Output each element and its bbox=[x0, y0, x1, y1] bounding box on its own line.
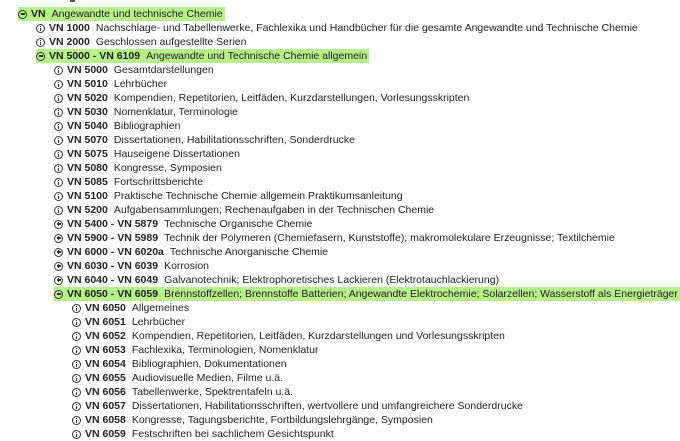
node-code[interactable]: VN 6052 bbox=[85, 330, 126, 342]
node-code[interactable]: VN 5075 bbox=[67, 148, 108, 160]
tree-node-expanded[interactable] bbox=[0, 287, 678, 301]
tree-node[interactable] bbox=[0, 63, 620, 77]
node-code[interactable]: VN 5040 bbox=[67, 120, 108, 132]
node-label[interactable]: Bibliographien, Dokumentationen bbox=[131, 358, 287, 370]
node-label[interactable]: Aufgabensammlungen; Rechenaufgaben in der Technischen Chemie bbox=[113, 204, 435, 216]
node-label[interactable]: Geschlossen aufgestellte Serien bbox=[95, 36, 247, 48]
tree-node[interactable] bbox=[0, 343, 620, 357]
collapse-icon[interactable] bbox=[36, 52, 45, 61]
info-icon[interactable] bbox=[72, 304, 81, 313]
classification-tree bbox=[0, 7, 678, 441]
expand-icon[interactable] bbox=[54, 234, 63, 243]
info-icon[interactable] bbox=[54, 178, 63, 187]
info-icon[interactable] bbox=[54, 94, 63, 103]
node-label[interactable]: Technische Anorganische Chemie bbox=[169, 246, 329, 258]
node-code[interactable]: VN 6053 bbox=[85, 344, 126, 356]
collapse-icon[interactable] bbox=[54, 290, 63, 299]
tree-node[interactable] bbox=[0, 315, 620, 329]
node-code[interactable]: VN 6030 - VN 6039 bbox=[67, 260, 159, 272]
tree-node[interactable] bbox=[0, 105, 620, 119]
node-label[interactable]: Technik der Polymeren (Chemiefasern, Kunststoffe); makromolekulare Erzeugnisse; Textilchemie bbox=[164, 232, 615, 244]
node-label[interactable]: Festschriften bei sachlichem Gesichtspunkt bbox=[131, 428, 334, 440]
expand-icon[interactable] bbox=[54, 248, 63, 257]
info-icon[interactable] bbox=[36, 38, 45, 47]
node-code[interactable]: VN 5020 bbox=[67, 92, 108, 104]
info-icon[interactable] bbox=[54, 122, 63, 131]
tree-node-collapsed[interactable] bbox=[0, 231, 620, 245]
node-label[interactable]: Galvanotechnik; Elektrophoretisches Lackieren (Elektrotauchlackierung) bbox=[164, 274, 500, 286]
node-label[interactable]: Fachlexika, Terminologien, Nomenklatur bbox=[131, 344, 319, 356]
expand-icon[interactable] bbox=[54, 220, 63, 229]
node-label[interactable]: Lehrbücher bbox=[131, 316, 185, 328]
tree-node[interactable] bbox=[0, 189, 620, 203]
node-label[interactable]: Bibliographien bbox=[113, 120, 181, 132]
node-label[interactable]: Brennstoffzellen; Brennstoffe Batterien; Angewandte Elektrochemie; Solarzellen; Wasserstoff als Energieträger bbox=[164, 288, 678, 300]
node-code[interactable]: VN 5085 bbox=[67, 176, 108, 188]
node-label[interactable]: Kompendien, Repetitorien, Leitfäden, Kurzdarstellungen, Vorlesungsskripten bbox=[113, 92, 470, 104]
node-code[interactable]: VN 6054 bbox=[85, 358, 126, 370]
info-icon[interactable] bbox=[54, 80, 63, 89]
node-label[interactable]: Dissertationen, Habilitationsschriften, Sonderdrucke bbox=[113, 134, 355, 146]
node-label[interactable]: Dissertationen, Habilitationsschriften, wertvollere und umfangreichere Sonderdrucke bbox=[131, 400, 523, 412]
node-code[interactable]: VN 6055 bbox=[85, 372, 126, 384]
node-code[interactable]: VN 5100 bbox=[67, 190, 108, 202]
tree-node[interactable] bbox=[0, 133, 620, 147]
node-label[interactable]: Gesamtdarstellungen bbox=[113, 64, 214, 76]
node-label[interactable]: Kongresse, Symposien bbox=[113, 162, 222, 174]
info-icon[interactable] bbox=[72, 332, 81, 341]
node-code[interactable]: VN 6050 - VN 6059 bbox=[67, 288, 159, 300]
node-code[interactable]: VN 2000 bbox=[49, 36, 90, 48]
info-icon[interactable] bbox=[54, 150, 63, 159]
node-label[interactable]: Allgemeines bbox=[131, 302, 190, 314]
node-code[interactable]: VN 5070 bbox=[67, 134, 108, 146]
tree-node-collapsed[interactable] bbox=[0, 245, 620, 259]
tree-node[interactable] bbox=[0, 427, 620, 441]
tree-node[interactable] bbox=[0, 175, 620, 189]
node-code[interactable]: VN 5200 bbox=[67, 204, 108, 216]
node-highlight bbox=[54, 287, 680, 301]
node-code[interactable]: VN 5000 bbox=[67, 64, 108, 76]
root-highlight bbox=[18, 7, 225, 21]
node-code[interactable]: VN 6000 - VN 6020a bbox=[67, 246, 164, 258]
tree-node[interactable] bbox=[0, 21, 638, 35]
info-icon[interactable] bbox=[72, 374, 81, 383]
tree-node[interactable] bbox=[0, 371, 620, 385]
node-highlight bbox=[36, 49, 369, 63]
info-icon[interactable] bbox=[36, 24, 45, 33]
tree-node[interactable] bbox=[0, 147, 620, 161]
node-code[interactable]: VN 6040 - VN 6049 bbox=[67, 274, 159, 286]
tree-node-collapsed[interactable] bbox=[0, 273, 620, 287]
info-icon[interactable] bbox=[72, 388, 81, 397]
node-label[interactable]: Angewandte und Technische Chemie allgemein bbox=[146, 50, 368, 62]
node-code[interactable]: VN 6059 bbox=[85, 428, 126, 440]
info-icon[interactable] bbox=[72, 430, 81, 439]
info-icon[interactable] bbox=[72, 416, 81, 425]
expand-icon[interactable] bbox=[54, 262, 63, 271]
tree-node-collapsed[interactable] bbox=[0, 217, 620, 231]
node-code[interactable]: VN 6057 bbox=[85, 400, 126, 412]
node-label[interactable]: Angewandte und technische Chemie bbox=[51, 8, 223, 20]
tree-node-root[interactable] bbox=[0, 7, 620, 21]
tree-node[interactable] bbox=[0, 357, 620, 371]
info-icon[interactable] bbox=[54, 164, 63, 173]
node-label[interactable]: Tabellenwerke, Spektrentafeln u.ä. bbox=[131, 386, 293, 398]
info-icon[interactable] bbox=[72, 318, 81, 327]
tree-node[interactable] bbox=[0, 301, 620, 315]
tree-node-collapsed[interactable] bbox=[0, 259, 620, 273]
info-icon[interactable] bbox=[72, 402, 81, 411]
node-label[interactable]: Kongresse, Tagungsberichte, Fortbildungslehrgänge, Symposien bbox=[131, 414, 433, 426]
node-code[interactable]: VN 5400 - VN 5879 bbox=[67, 218, 159, 230]
info-icon[interactable] bbox=[54, 206, 63, 215]
node-code[interactable]: VN 5000 - VN 6109 bbox=[49, 50, 141, 62]
tree-node[interactable] bbox=[0, 35, 620, 49]
tree-node[interactable] bbox=[0, 119, 620, 133]
node-code[interactable]: VN 6056 bbox=[85, 386, 126, 398]
tree-node[interactable] bbox=[0, 91, 620, 105]
node-label[interactable]: Fortschrittsberichte bbox=[113, 176, 204, 188]
tree-node[interactable] bbox=[0, 413, 620, 427]
node-code[interactable]: VN 5080 bbox=[67, 162, 108, 174]
info-icon[interactable] bbox=[54, 192, 63, 201]
tree-node[interactable] bbox=[0, 203, 620, 217]
node-label[interactable]: Nachschlage- und Tabellenwerke, Fachlexika und Handbücher für die gesamte Angewandte und Technische Chemie bbox=[95, 22, 638, 34]
tree-node[interactable] bbox=[0, 329, 620, 343]
node-code[interactable]: VN 5030 bbox=[67, 106, 108, 118]
node-code[interactable]: VN 5900 - VN 5989 bbox=[67, 232, 159, 244]
node-label[interactable]: Hauseigene Dissertationen bbox=[113, 148, 240, 160]
node-code[interactable]: VN bbox=[31, 8, 46, 20]
node-code[interactable]: VN 6051 bbox=[85, 316, 126, 328]
tree-node[interactable] bbox=[0, 399, 620, 413]
info-icon[interactable] bbox=[72, 360, 81, 369]
expand-icon[interactable] bbox=[54, 276, 63, 285]
node-label[interactable]: Korrosion bbox=[164, 260, 210, 272]
node-label[interactable]: Audiovisuelle Medien, Filme u.ä. bbox=[131, 372, 284, 384]
tree-node-expanded[interactable] bbox=[0, 49, 620, 63]
info-icon[interactable] bbox=[54, 108, 63, 117]
scroll-remnant bbox=[70, 0, 75, 2]
tree-node[interactable] bbox=[0, 77, 620, 91]
info-icon[interactable] bbox=[72, 346, 81, 355]
node-code[interactable]: VN 1000 bbox=[49, 22, 90, 34]
node-label[interactable]: Lehrbücher bbox=[113, 78, 167, 90]
tree-node[interactable] bbox=[0, 161, 620, 175]
node-label[interactable]: Praktische Technische Chemie allgemein Praktikumsanleitung bbox=[113, 190, 403, 202]
node-code[interactable]: VN 6050 bbox=[85, 302, 126, 314]
collapse-icon[interactable] bbox=[18, 10, 27, 19]
info-icon[interactable] bbox=[54, 66, 63, 75]
info-icon[interactable] bbox=[54, 136, 63, 145]
node-label[interactable]: Nomenklatur, Terminologie bbox=[113, 106, 238, 118]
node-code[interactable]: VN 5010 bbox=[67, 78, 108, 90]
tree-node[interactable] bbox=[0, 385, 620, 399]
node-label[interactable]: Kompendien, Repetitorien, Leitfäden, Kurzdarstellungen und Vorlesungsskripten bbox=[131, 330, 505, 342]
node-label[interactable]: Technische Organische Chemie bbox=[164, 218, 313, 230]
node-code[interactable]: VN 6058 bbox=[85, 414, 126, 426]
